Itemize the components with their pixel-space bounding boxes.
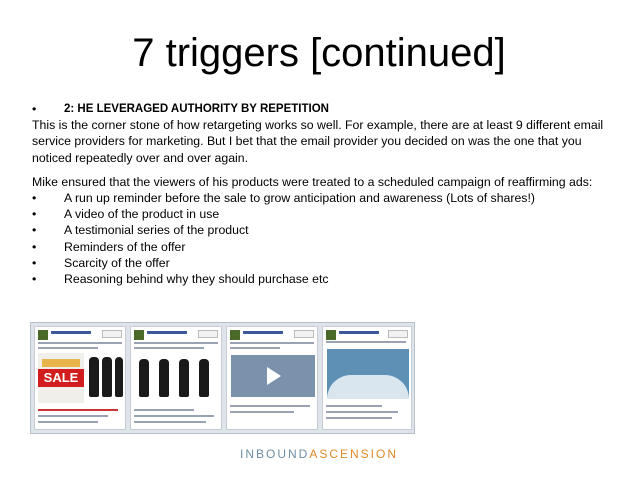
brand-part-inbound: INBOUND — [239, 447, 310, 461]
post-text-line — [230, 411, 294, 413]
post-text-line — [326, 417, 392, 419]
bullet: • — [32, 223, 37, 238]
list-item — [32, 255, 612, 271]
wetsuit-image — [115, 357, 123, 397]
bullet: • — [32, 191, 37, 206]
list-item — [32, 271, 612, 287]
list-item — [32, 239, 612, 255]
list-item-text: A testimonial series of the product — [64, 223, 249, 238]
page-name-line — [51, 331, 91, 334]
wetsuit-image — [159, 359, 169, 397]
post-text-line — [38, 347, 98, 349]
bullet-heading-row — [32, 101, 612, 117]
like-page-button — [198, 330, 218, 338]
surfer-photo — [327, 349, 409, 399]
list-item — [32, 206, 612, 222]
list-item-text: Scarcity of the offer — [64, 255, 170, 270]
sale-banner-image — [38, 353, 84, 403]
post-text-line — [134, 347, 204, 349]
like-page-button — [102, 330, 122, 338]
post-text-line — [230, 342, 314, 344]
brand-footer — [0, 447, 638, 461]
bullet: • — [32, 207, 37, 222]
brand-part-ascension: ASCENSION — [309, 447, 399, 461]
wetsuit-image — [199, 359, 209, 397]
post-text-line — [134, 342, 218, 344]
list-item-text: Reminders of the offer — [64, 239, 186, 254]
list-item-text: A run up reminder before the sale to grow anticipation and awareness (Lots of shares!) — [64, 191, 535, 206]
list-item-text: A video of the product in use — [64, 207, 220, 222]
post-text-line — [134, 415, 214, 417]
list-item — [32, 222, 612, 238]
bullet: • — [32, 255, 37, 270]
page-name-line — [339, 331, 379, 334]
page-avatar — [326, 330, 336, 340]
bullet-heading: 2: HE LEVERAGED AUTHORITY BY REPETITION — [64, 103, 329, 115]
play-icon — [267, 367, 281, 385]
days-badge — [42, 359, 80, 367]
post-text-line — [326, 411, 398, 413]
ad-card-products — [130, 326, 222, 430]
facebook-ads-screenshot — [30, 322, 415, 434]
page-avatar — [38, 330, 48, 340]
like-page-button — [294, 330, 314, 338]
post-text-line — [38, 415, 108, 417]
post-text-line — [326, 405, 382, 407]
paragraph-retargeting: This is the corner stone of how retargeting works so well. For example, there are at least 9 different email service providers for marketing. But I bet that the email provider you decided on was the one that you noticed repeatedly over and over again. — [32, 118, 604, 165]
post-text-line — [230, 405, 310, 407]
ad-card-video — [226, 326, 318, 430]
bullet: • — [32, 102, 37, 116]
post-text-line — [326, 341, 406, 343]
post-text-line — [134, 421, 206, 423]
post-text-line — [38, 342, 122, 344]
ad-card-sale — [34, 326, 126, 430]
page-avatar — [134, 330, 144, 340]
page-name-line — [147, 331, 187, 334]
wetsuit-image — [139, 359, 149, 397]
page-avatar — [230, 330, 240, 340]
post-text-line — [38, 409, 118, 411]
list-item — [32, 190, 612, 206]
video-thumbnail — [231, 355, 315, 397]
ad-card-testimonial — [322, 326, 412, 430]
wave-shape — [327, 375, 409, 399]
post-text-line — [38, 421, 98, 423]
slide-body — [32, 101, 612, 287]
page-name-line — [243, 331, 283, 334]
like-page-button — [388, 330, 408, 338]
list-item-text: Reasoning behind why they should purchase etc — [64, 272, 329, 287]
sale-label: SALE — [38, 369, 84, 387]
wetsuit-image — [102, 357, 112, 397]
bullet: • — [32, 272, 37, 287]
wetsuit-image — [179, 359, 189, 397]
bullet: • — [32, 239, 37, 254]
post-text-line — [230, 347, 280, 349]
paragraph-campaign: Mike ensured that the viewers of his products were treated to a scheduled campaign of reaffirming ads: — [32, 174, 593, 189]
wetsuit-image — [89, 357, 99, 397]
slide-title: 7 triggers [continued] — [132, 31, 506, 75]
post-text-line — [134, 409, 194, 411]
